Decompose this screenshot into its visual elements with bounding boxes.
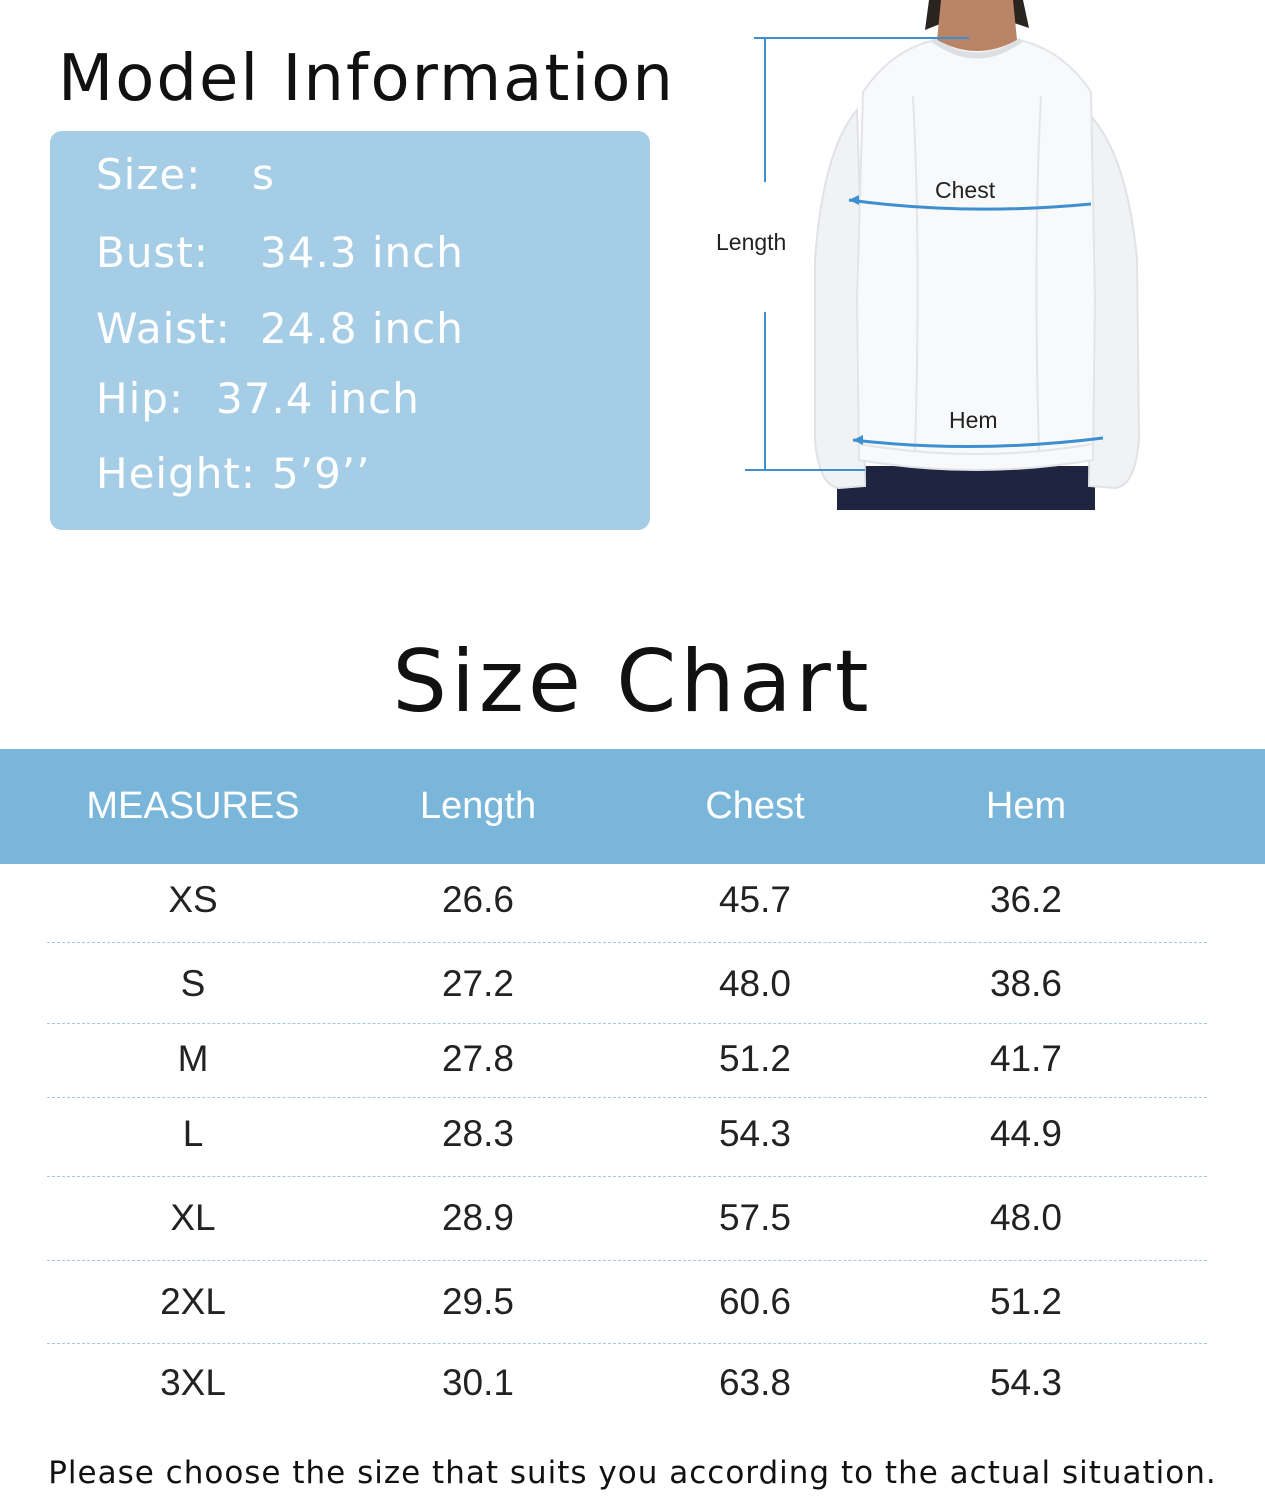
model-waist-row [96,301,464,357]
model-bust-label: Bust: [96,228,209,277]
chest-cell: 60.6 [718,1281,791,1322]
row-divider [47,1097,1207,1098]
size-cell: L [182,1113,204,1154]
model-waist-label: Waist: [96,304,231,353]
size-chart-table [0,749,1265,1403]
chest-cell: 63.8 [718,1362,791,1403]
table-row [0,1272,1265,1332]
size-cell: XL [170,1197,216,1238]
table-row [0,1104,1265,1164]
row-divider [47,1343,1207,1344]
header-measures: MEASURES [86,785,300,827]
chest-cell: 45.7 [718,879,791,920]
row-divider [47,942,1207,943]
length-label: Length [716,229,787,255]
header-length: Length [419,785,537,827]
model-height-label: Height: [96,449,256,498]
model-height-value: 5’9’’ [272,449,371,498]
size-cell: XS [168,879,218,920]
chest-cell: 54.3 [718,1113,791,1154]
size-cell: 3XL [160,1362,226,1403]
hem-cell: 41.7 [989,1038,1062,1079]
hem-cell: 51.2 [989,1281,1062,1322]
size-cell: M [177,1038,209,1079]
hem-cell: 36.2 [989,879,1062,920]
chest-cell: 51.2 [718,1038,791,1079]
model-waist-value: 24.8 inch [260,304,464,353]
size-cell: S [180,963,206,1004]
table-row [0,1188,1265,1248]
table-header [0,749,1265,864]
length-cell: 27.8 [441,1038,514,1079]
size-advice-note: Please choose the size that suits you according to the actual situation. [48,1455,1217,1491]
table-row [0,1353,1265,1413]
chest-label: Chest [935,177,996,203]
sweatshirt-measurement-diagram [716,0,1185,510]
header-hem: Hem [985,785,1067,827]
table-row [0,870,1265,930]
length-cell: 27.2 [441,963,514,1004]
model-bust-row [96,225,464,281]
table-row [0,954,1265,1014]
model-height-row [96,446,371,502]
hem-label: Hem [949,407,998,433]
model-hip-value: 37.4 inch [216,374,420,423]
model-info-title: Model Information [58,42,675,116]
length-cell: 28.9 [441,1197,514,1238]
model-size-value: s [252,150,275,199]
size-chart-title: Size Chart [392,632,873,732]
length-cell: 29.5 [441,1281,514,1322]
length-cell: 30.1 [441,1362,514,1403]
hem-cell: 44.9 [989,1113,1062,1154]
model-hip-row [96,371,420,427]
header-chest: Chest [705,785,805,827]
row-divider [47,1023,1207,1024]
row-divider [47,1260,1207,1261]
model-bust-value: 34.3 inch [260,228,464,277]
model-hip-label: Hip: [96,374,185,423]
table-row [0,1029,1265,1089]
model-size-row [96,147,275,203]
row-divider [47,1176,1207,1177]
model-size-label: Size: [96,150,202,199]
length-cell: 26.6 [441,879,514,920]
chest-cell: 57.5 [718,1197,791,1238]
hem-cell: 48.0 [989,1197,1062,1238]
hem-cell: 54.3 [989,1362,1062,1403]
chest-cell: 48.0 [718,963,791,1004]
hem-cell: 38.6 [989,963,1062,1004]
length-cell: 28.3 [441,1113,514,1154]
model-info-card [50,131,650,530]
size-cell: 2XL [160,1281,226,1322]
